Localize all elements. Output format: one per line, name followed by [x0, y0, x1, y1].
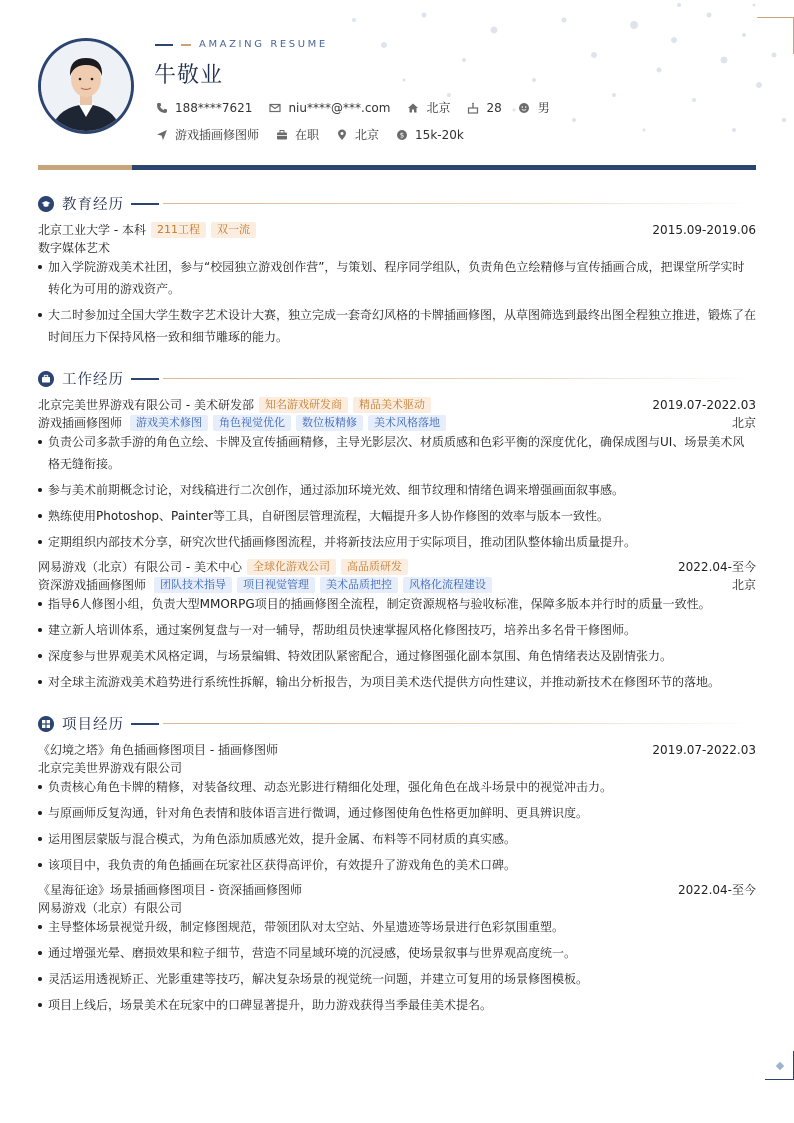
school-tag: 双一流 — [211, 222, 256, 238]
mail-icon — [268, 101, 281, 114]
briefcase-icon — [38, 371, 54, 387]
skill-tag: 美术风格落地 — [368, 415, 446, 431]
list-item: 与原画师反复沟通，针对角色表情和肢体语言进行微调，通过修图使角色性格更加鲜明、更具辨识度。 — [38, 802, 756, 824]
company-tag: 精品美术驱动 — [353, 397, 431, 413]
project-name: 《星海征途》场景插画修图项目 - 资深插画修图师 — [38, 883, 302, 897]
school-tag: 211工程 — [151, 222, 206, 238]
project-company: 北京完美世界游戏有限公司 — [38, 761, 183, 775]
project-company-row — [38, 759, 756, 776]
list-item: 运用图层蒙版与混合模式，为角色添加质感光效，提升金属、布料等不同材质的真实感。 — [38, 828, 756, 850]
age-text: 28 — [486, 100, 502, 115]
project-company: 网易游戏（北京）有限公司 — [38, 901, 183, 915]
list-item: 加入学院游戏美术社团，参与“校园独立游戏创作营”，与策划、程序同学组队，负责角色立绘精修与宣传插画合成，把课堂所学实时转化为可用的游戏资产。 — [38, 256, 756, 300]
project-date: 2022.04-至今 — [678, 883, 756, 897]
city-text: 北京 — [426, 101, 451, 115]
company-tag: 高品质研发 — [341, 559, 408, 575]
location-pin-icon — [335, 128, 348, 141]
job-date: 2019.07-2022.03 — [652, 397, 756, 412]
project-company-row — [38, 899, 756, 916]
job-city: 北京 — [731, 416, 756, 430]
corner-ornament-top — [757, 17, 794, 54]
send-icon — [155, 128, 168, 141]
salary-text: 15k-20k — [415, 127, 464, 142]
gender-text: 男 — [537, 101, 550, 115]
coin-icon — [395, 128, 408, 141]
school-name: 北京工业大学 - 本科 — [38, 223, 146, 237]
list-item: 负责公司多款手游的角色立绘、卡牌及宣传插画精修，主导光影层次、材质质感和色彩平衡的深度优化，确保成图与UI、场景美术风格无缝衔接。 — [38, 431, 756, 475]
job-entry-header — [38, 396, 756, 413]
job-role: 资深游戏插画修图师 — [38, 578, 147, 592]
job-text: 游戏插画修图师 — [175, 128, 260, 142]
phone-item — [155, 101, 252, 115]
tagline-text: AMAZING RESUME — [199, 39, 328, 50]
smiley-icon — [518, 101, 531, 114]
job-role-row — [38, 576, 756, 593]
list-item: 指导6人修图小组，负责大型MMORPG项目的插画修图全流程，制定资源规格与验收标准，保障多版本并行时的质量一致性。 — [38, 593, 756, 615]
city-item — [406, 99, 450, 116]
cake-icon — [466, 101, 479, 114]
phone-icon — [155, 101, 168, 114]
company-tag: 知名游戏研发商 — [259, 397, 348, 413]
list-item: 定期组织内部技术分享，研究次世代插画修图流程，并将新技法应用于实际项目，推动团队整体输出质量提升。 — [38, 531, 756, 553]
corner-ornament-bottom — [765, 1051, 794, 1080]
section-title: 工作经历 — [62, 372, 124, 388]
job-role-row — [38, 414, 756, 431]
phone-text: 188****7621 — [175, 100, 253, 115]
status-text: 在职 — [295, 128, 320, 142]
skill-tag: 游戏美术修图 — [130, 415, 208, 431]
list-item: 项目上线后，场景美术在玩家中的口碑显著提升，助力游戏获得当季最佳美术提名。 — [38, 994, 756, 1016]
job-city: 北京 — [731, 578, 756, 592]
svg-text:$: $ — [399, 130, 404, 139]
section-work-header — [38, 368, 756, 389]
email-text: niu****@***.com — [288, 100, 391, 115]
list-item: 负责核心角色卡牌的精修，对装备纹理、动态光影进行精细化处理，强化角色在战斗场景中的视觉冲击力。 — [38, 776, 756, 798]
major-row — [38, 239, 756, 256]
section-education-header — [38, 193, 756, 214]
project-name: 《幻境之塔》角色插画修图项目 - 插画修图师 — [38, 743, 278, 757]
section-projects-header — [38, 713, 756, 734]
company-name: 网易游戏（北京）有限公司 - 美术中心 — [38, 560, 242, 574]
list-item: 参与美术前期概念讨论，对线稿进行二次创作，通过添加环境光效、细节纹理和情绪色调来增强画面叙事感。 — [38, 479, 756, 501]
list-item: 该项目中，我负责的角色插画在玩家社区获得高评价，有效提升了游戏角色的美术口碑。 — [38, 854, 756, 876]
skill-tag: 数位板精修 — [296, 415, 363, 431]
company-name: 北京完美世界游戏有限公司 - 美术研发部 — [38, 398, 254, 412]
avatar — [38, 38, 134, 134]
list-item: 灵活运用透视矫正、光影重建等技巧，解决复杂场景的视觉统一问题，并建立可复用的场景修图模板。 — [38, 968, 756, 990]
job-item — [155, 126, 259, 143]
project-entry-header — [38, 881, 756, 898]
grid-icon — [38, 716, 54, 732]
education-entry — [38, 221, 756, 238]
project-entry-header — [38, 741, 756, 758]
list-item: 建立新人培训体系，通过案例复盘与一对一辅导，帮助组员快速掌握风格化修图技巧，培养出多名骨干修图师。 — [38, 619, 756, 641]
contact-row — [155, 99, 566, 116]
skill-tag: 项目视觉管理 — [237, 577, 315, 593]
list-item: 深度参与世界观美术风格定调，与场景编辑、特效团队紧密配合，通过修图强化副本氛围、角色情绪表达及剧情张力。 — [38, 645, 756, 667]
gender-item — [518, 99, 550, 116]
major-name: 数字媒体艺术 — [38, 241, 111, 255]
avatar-portrait — [41, 41, 131, 131]
section-title: 项目经历 — [62, 717, 124, 733]
candidate-name: 牛敬业 — [154, 63, 224, 88]
graduation-cap-icon — [38, 196, 54, 212]
job-entry-header — [38, 558, 756, 575]
skill-tag: 角色视觉优化 — [213, 415, 291, 431]
age-item — [466, 101, 501, 115]
job-intent-row — [155, 126, 480, 143]
list-item: 对全球主流游戏美术趋势进行系统性拆解，输出分析报告，为项目美术迭代提供方向性建议，并推动新技术在修图环节的落地。 — [38, 671, 756, 693]
project-date: 2019.07-2022.03 — [652, 742, 756, 757]
job-date: 2022.04-至今 — [678, 560, 756, 574]
education-date: 2015.09-2019.06 — [652, 222, 756, 237]
skill-tag: 美术品质把控 — [320, 577, 398, 593]
email-item — [268, 101, 390, 115]
header-divider — [38, 165, 756, 170]
skill-tag: 团队技术指导 — [154, 577, 232, 593]
status-item — [275, 126, 319, 143]
list-item: 通过增强光晕、磨损效果和粒子细节，营造不同星域环境的沉浸感，使场景叙事与世界观高度统一。 — [38, 942, 756, 964]
list-item: 大二时参加过全国大学生数字艺术设计大赛，独立完成一套奇幻风格的卡牌插画修图，从草图筛选到最终出图全程独立推进，锻炼了在时间压力下保持风格一致和细节雕琢的能力。 — [38, 304, 756, 348]
skill-tag: 风格化流程建设 — [403, 577, 492, 593]
resume-tagline — [155, 39, 328, 50]
section-title: 教育经历 — [62, 197, 124, 213]
list-item: 熟练使用Photoshop、Painter等工具，自研图层管理流程，大幅提升多人协作修图的效率与版本一致性。 — [38, 505, 756, 527]
salary-item — [395, 128, 464, 142]
briefcase-icon — [275, 128, 288, 141]
location-text: 北京 — [355, 128, 380, 142]
company-tag: 全球化游戏公司 — [247, 559, 336, 575]
home-icon — [406, 101, 419, 114]
location-item — [335, 126, 379, 143]
job-role: 游戏插画修图师 — [38, 416, 123, 430]
list-item: 主导整体场景视觉升级，制定修图规范，带领团队对太空站、外星遗迹等场景进行色彩氛围重塑。 — [38, 916, 756, 938]
